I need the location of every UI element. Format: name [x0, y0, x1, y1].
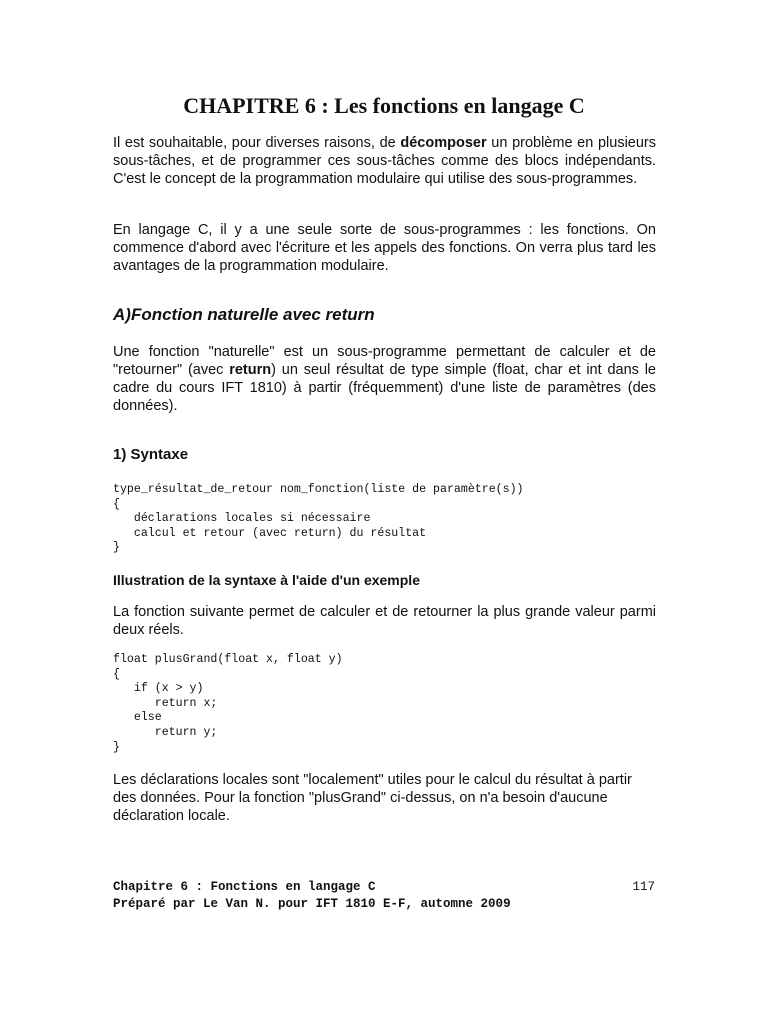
intro-text-start: Il est souhaitable, pour diverses raisons, de	[113, 135, 401, 151]
page-number: 117	[632, 880, 655, 894]
page-title: CHAPITRE 6 : Les fonctions en langage C	[183, 93, 585, 118]
section-a-text-end: ) un seul résultat de type simple (float, char et int dans le cadre du cours IFT 1810) à partir (fréquemment) d'une liste de paramètres (des données).	[113, 362, 656, 414]
intro-paragraph-2: En langage C, il y a une seule sorte de sous-programmes : les fonctions. On commence d'abord avec l'écriture et les appels des fonctions. On verra plus tard les avantages de la programmation modulaire.	[113, 222, 656, 274]
syntax-heading: 1) Syntaxe	[113, 446, 189, 463]
intro-text-end: un problème en plusieurs sous-tâches, et de programmer ces sous-tâches comme des blocs indépendants. C'est le concept de la programmation modulaire qui utilise des sous-programmes.	[113, 135, 657, 187]
footer-line-1: Chapitre 6 : Fonctions en langage C	[113, 880, 376, 894]
section-a-text-start: Une fonction "naturelle" est un sous-programme permettant de calculer et de "retourner" (avec	[113, 344, 656, 378]
section-a-paragraph	[113, 343, 656, 415]
footer-line-2: Préparé par Le Van N. pour IFT 1810 E-F, automne 2009	[113, 897, 511, 911]
section-a-bold-word: return	[229, 362, 272, 378]
syntax-code-block: type_résultat_de_retour nom_fonction(liste de paramètre(s)) { déclarations locales si nécessaire calcul et retour (avec return) du résultat }	[113, 483, 524, 555]
illustration-paragraph: La fonction suivante permet de calculer et de retourner la plus grande valeur parmi deux réels.	[113, 604, 656, 638]
illustration-heading: Illustration de la syntaxe à l'aide d'un exemple	[113, 572, 420, 588]
intro-bold-word: décomposer	[400, 135, 487, 151]
section-a-heading: A)Fonction naturelle avec return	[113, 305, 375, 324]
intro-paragraph-1	[113, 134, 656, 188]
example-code-block: float plusGrand(float x, float y) { if (x > y) return x; else return y; }	[113, 653, 343, 754]
closing-paragraph: Les déclarations locales sont "localement" utiles pour le calcul du résultat à partir des données. Pour la fonction "plusGrand" ci-dessus, on n'a besoin d'aucune déclaration locale.	[113, 772, 632, 824]
